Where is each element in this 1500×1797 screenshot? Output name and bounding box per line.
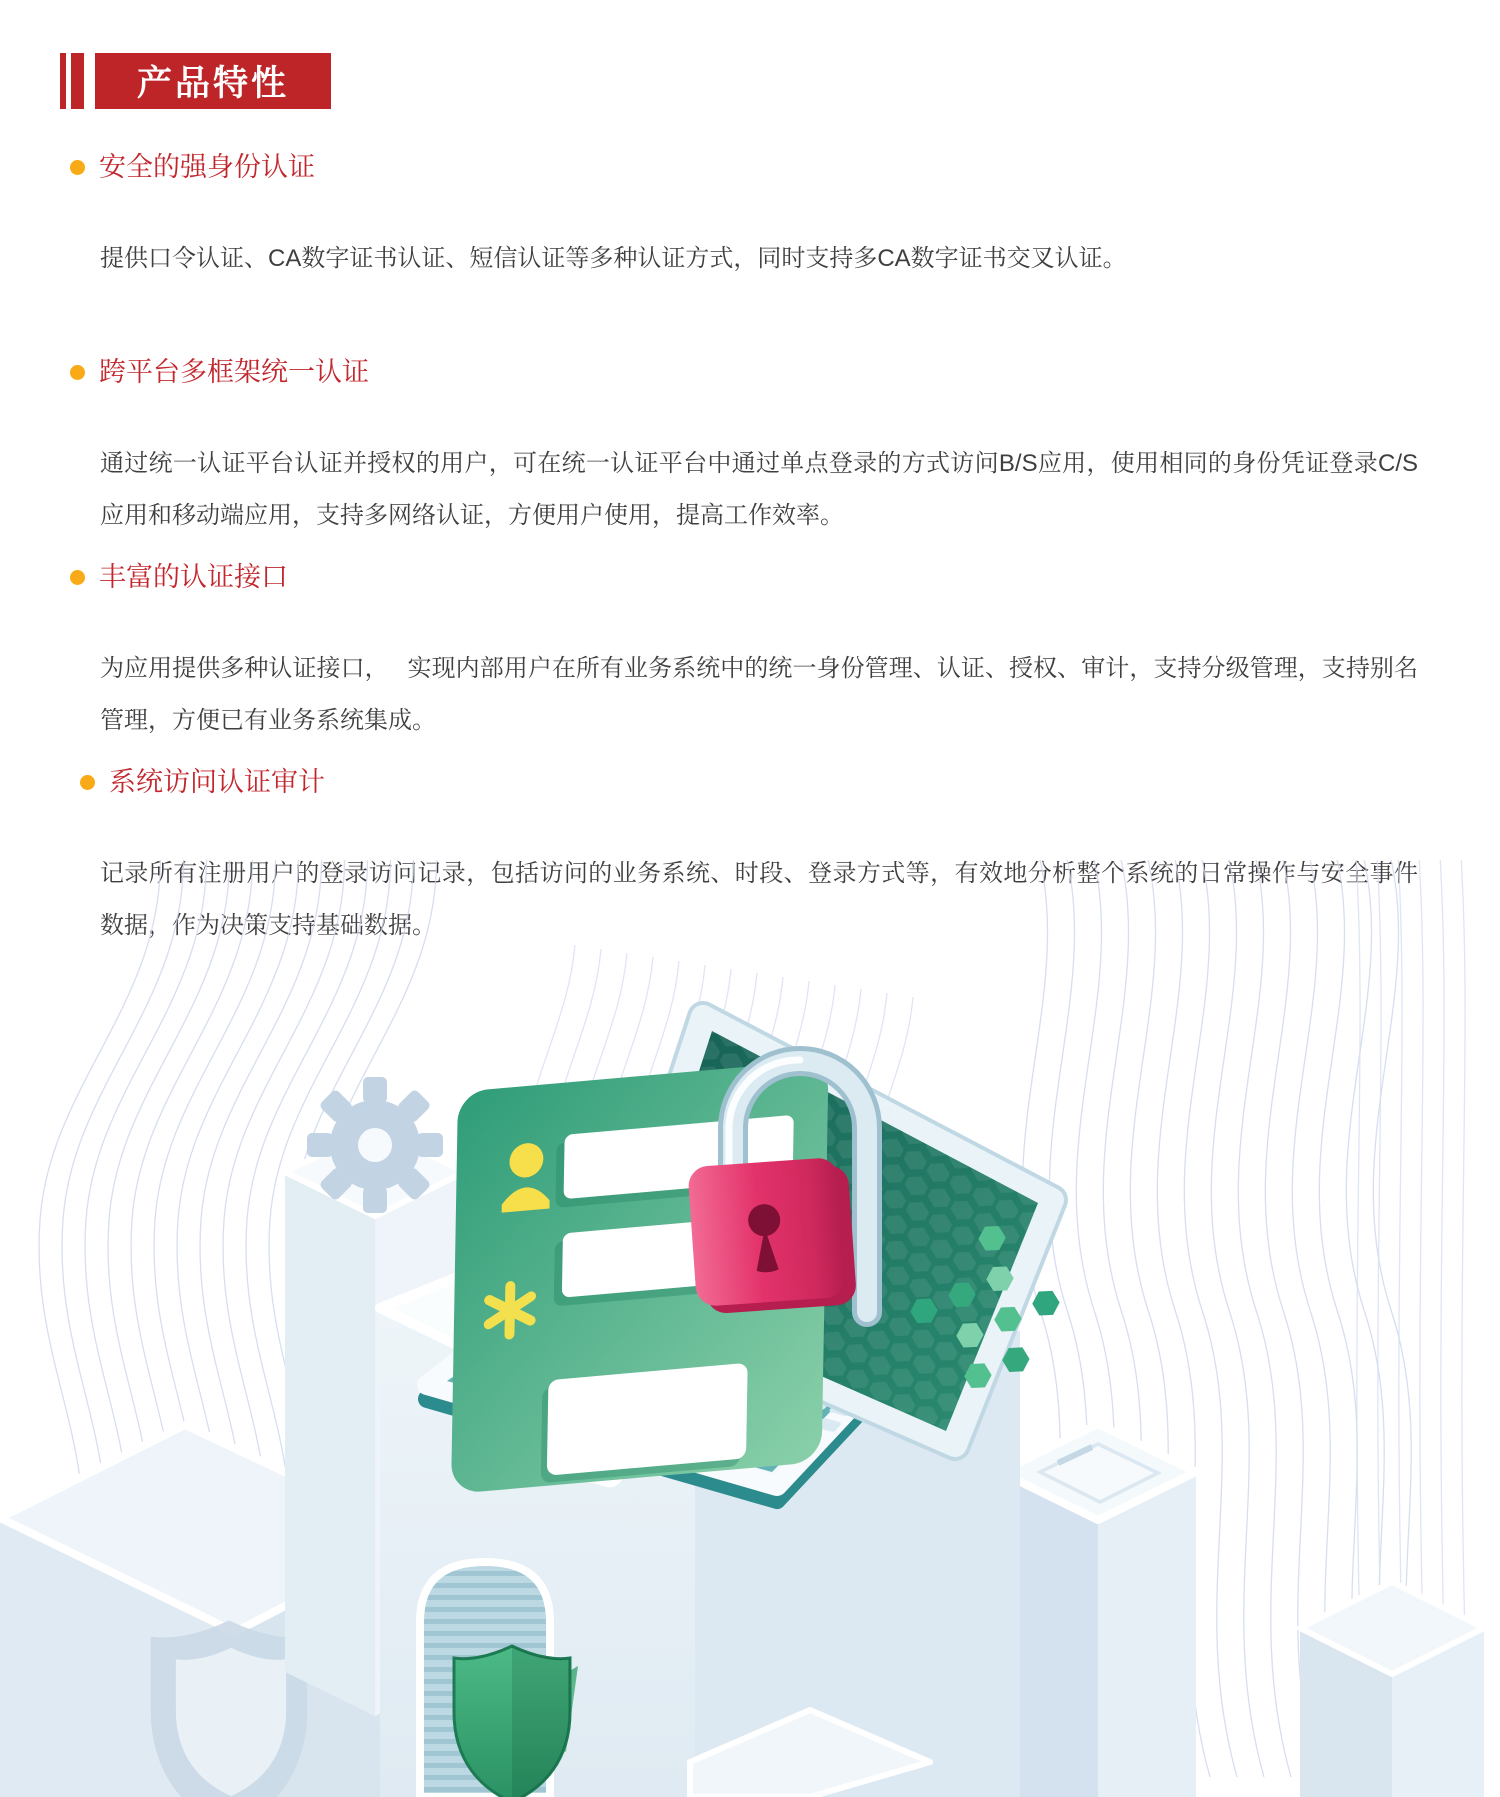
header-accent-bar bbox=[71, 53, 84, 109]
feature-body: 提供口令认证、CA数字证书认证、短信认证等多种认证方式，同时支持多CA数字证书交叉认证。 bbox=[100, 245, 1127, 272]
feature-heading bbox=[70, 560, 1435, 594]
feature-body: 通过统一认证平台认证并授权的用户，可在统一认证平台中通过单点登录的方式访问B/S应用，使用相同的身份凭证登录C/S应用和移动端应用，支持多网络认证，方便用户使用，提高工作效率。 bbox=[100, 450, 1418, 529]
feature-title: 丰富的认证接口 bbox=[99, 562, 288, 592]
feature-title: 安全的强身份认证 bbox=[99, 152, 315, 182]
feature-body: 记录所有注册用户的登录访问记录，包括访问的业务系统、时段、登录方式等，有效地分析整个系统的日常操作与安全事件数据，作为决策支持基础数据。 bbox=[100, 860, 1418, 939]
feature-item bbox=[70, 355, 1435, 542]
feature-title: 系统访问认证审计 bbox=[109, 767, 325, 797]
header-accent-bar bbox=[60, 53, 66, 109]
page-title: 产品特性 bbox=[95, 53, 331, 109]
feature-heading bbox=[70, 355, 1435, 389]
tower-block bbox=[1300, 1582, 1484, 1797]
feature-item bbox=[70, 560, 1435, 747]
shield-watermark-icon bbox=[151, 1620, 308, 1797]
bullet-icon bbox=[70, 365, 85, 380]
bullet-icon bbox=[70, 160, 85, 175]
feature-item bbox=[70, 150, 1435, 285]
feature-heading bbox=[70, 765, 1435, 799]
feature-heading bbox=[70, 150, 1435, 184]
card-panel bbox=[547, 1363, 748, 1476]
section-header bbox=[60, 53, 331, 109]
bullet-icon bbox=[70, 570, 85, 585]
feature-body: 为应用提供多种认证接口， 实现内部用户在所有业务系统中的统一身份管理、认证、授权、审计，支持分级管理，支持别名管理，方便已有业务系统集成。 bbox=[100, 655, 1418, 734]
security-illustration bbox=[0, 860, 1500, 1797]
gear-icon bbox=[307, 1077, 443, 1213]
tower-block bbox=[1000, 1424, 1196, 1797]
bullet-icon bbox=[80, 775, 95, 790]
feature-title: 跨平台多框架统一认证 bbox=[99, 357, 369, 387]
